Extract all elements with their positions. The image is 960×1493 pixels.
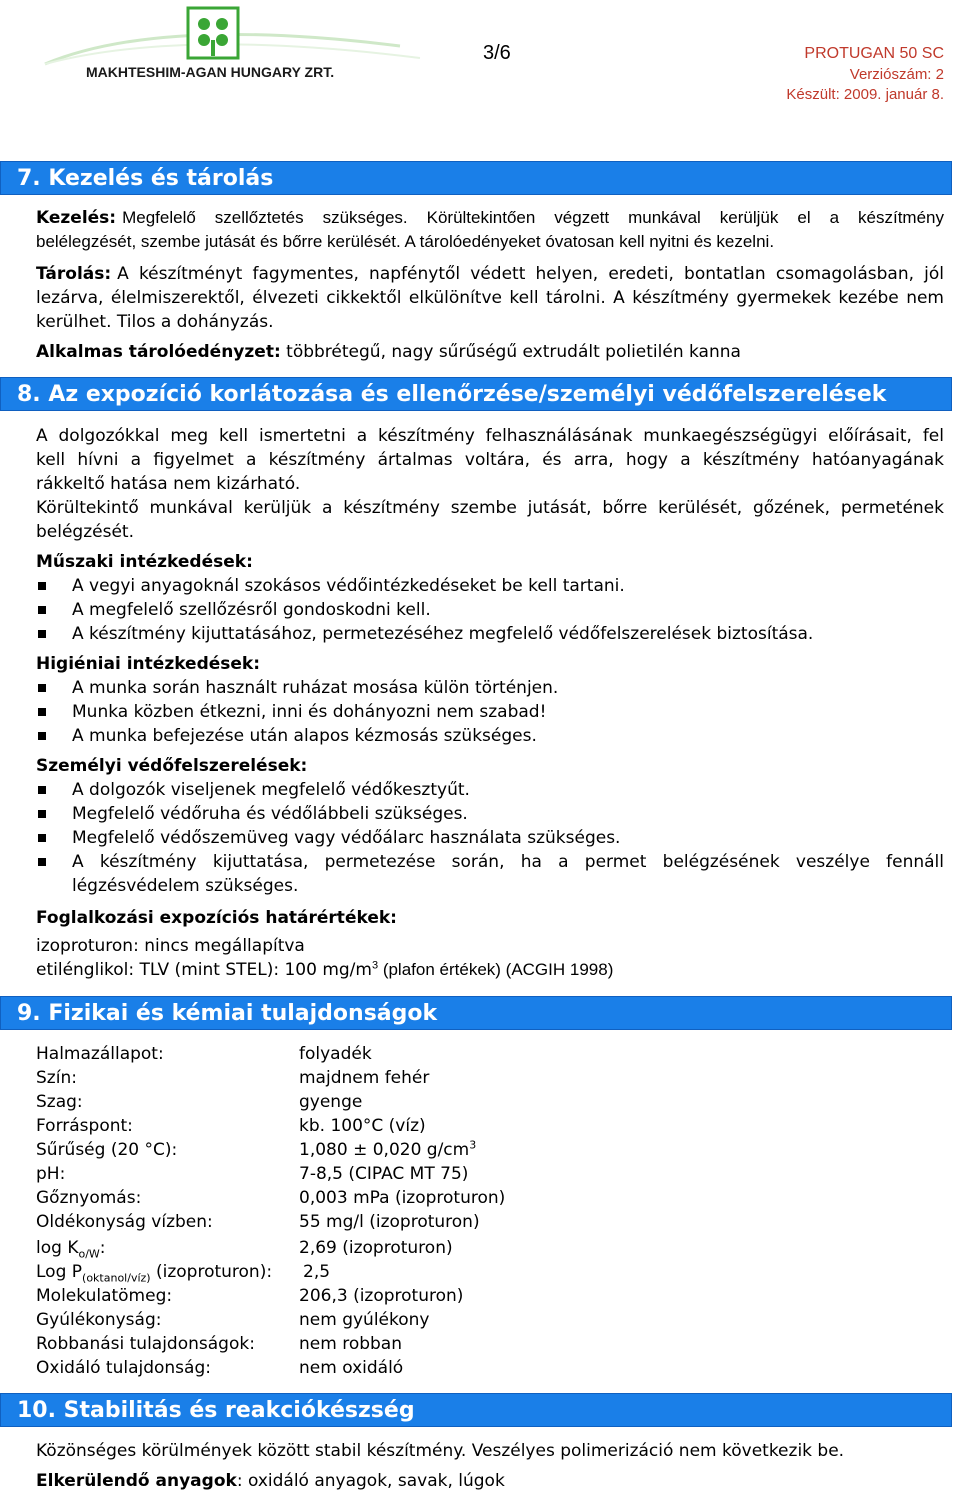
property-label: pH: — [36, 1164, 66, 1184]
property-label: Oxidáló tulajdonság: — [36, 1358, 211, 1378]
company-name: MAKHTESHIM-AGAN HUNGARY ZRT. — [86, 64, 335, 80]
storage-text-1: A készítményt fagymentes, napfénytől védett helyen, eredeti, bontatlan csomagolásban, jól — [117, 264, 944, 284]
technical-item: A megfelelő szellőzésről gondoskodni kell. — [72, 600, 431, 620]
bullet-icon — [38, 684, 46, 692]
density-value: 1,080 ± 0,020 g/cm — [299, 1140, 470, 1160]
property-label: Robbanási tulajdonságok: — [36, 1334, 255, 1354]
ethylene-glycol-text: etilénglikol: TLV (mint STEL): 100 mg/m — [36, 960, 372, 980]
company-logo — [40, 6, 440, 66]
logk-colon: : — [99, 1238, 106, 1258]
avoid-value: : oxidáló anyagok, savak, lúgok — [236, 1471, 505, 1491]
bullet-icon — [38, 834, 46, 842]
property-label: Sűrűség (20 °C): — [36, 1140, 178, 1160]
s8-paragraph-1-line-1: A dolgozókkal meg kell ismertetni a készítmény felhasználásának munkaegészségügyi előírásait, fel — [36, 426, 944, 446]
s8-paragraph-2-line-1: Körültekintő munkával kerüljük a készítmény szembe jutását, bőrre kerülését, gőzének, permetének — [36, 498, 944, 518]
bullet-icon — [38, 630, 46, 638]
logk-subscript: o/W — [78, 1247, 100, 1261]
stability-text: Közönséges körülmények között stabil készítmény. Veszélyes polimerizáció nem következik be. — [36, 1441, 845, 1461]
hygiene-measures-heading: Higiéniai intézkedések: — [36, 654, 261, 674]
bullet-icon — [38, 786, 46, 794]
storage-text-2: lezárva, élelmiszerektől, élvezeti cikkektől elkülönítve kell tárolni. A készítmény gyermekek kezébe nem — [36, 288, 944, 308]
density-superscript: 3 — [469, 1138, 477, 1152]
container-label: Alkalmas tárolóedényzet: — [36, 342, 281, 362]
property-value: gyenge — [299, 1092, 363, 1112]
property-label: Gőznyomás: — [36, 1188, 142, 1208]
handling-text-2: belélegzését, szembe jutását és bőrre kerülését. A tárolóedényeket óvatosan kell nyitni és kezelni. — [36, 232, 775, 251]
handling-text-1: Megfelelő szellőztetés szükséges. Körültekintően végzett munkával kerüljük el a készítmény — [122, 208, 944, 227]
property-value-density — [299, 1138, 476, 1162]
property-value: 0,003 mPa (izoproturon) — [299, 1188, 506, 1208]
property-value: 55 mg/l (izoproturon) — [299, 1212, 480, 1232]
container-line — [36, 340, 741, 364]
property-value: 2,5 — [303, 1262, 331, 1282]
bullet-icon — [38, 606, 46, 614]
property-label: Gyúlékonyság: — [36, 1310, 162, 1330]
storage-label: Tárolás: — [36, 264, 112, 284]
product-name: PROTUGAN 50 SC — [804, 45, 944, 62]
bullet-icon — [38, 732, 46, 740]
property-label: Molekulatömeg: — [36, 1286, 173, 1306]
technical-item: A vegyi anyagoknál szokásos védőintézkedéseket be kell tartani. — [72, 576, 625, 596]
hygiene-item: A munka befejezése után alapos kézmosás szükséges. — [72, 726, 537, 746]
property-value: 7-8,5 (CIPAC MT 75) — [299, 1164, 469, 1184]
issue-date: Készült: 2009. január 8. — [786, 86, 944, 103]
property-label-logk — [36, 1236, 106, 1260]
page-number: 3/6 — [483, 42, 511, 64]
exposure-limit-ethylene-glycol — [36, 958, 613, 982]
property-value: nem oxidáló — [299, 1358, 404, 1378]
property-value: nem gyúlékony — [299, 1310, 430, 1330]
s8-paragraph-1-line-2: kell hívni a figyelmet a készítmény ártalmas voltára, és arra, hogy a készítmény hatóanyagának — [36, 450, 944, 470]
property-label-logp — [36, 1260, 272, 1284]
bullet-icon — [38, 858, 46, 866]
ppe-item: A készítmény kijuttatása, permetezése során, ha a permet belégzésének veszélye fennáll — [72, 852, 944, 872]
property-label: Szín: — [36, 1068, 77, 1088]
storage-text-3: kerülhet. Tilos a dohányzás. — [36, 312, 274, 332]
section-9-title: 9. Fizikai és kémiai tulajdonságok — [0, 996, 952, 1030]
avoid-label: Elkerülendő anyagok — [36, 1471, 237, 1491]
section-8-title: 8. Az expozíció korlátozása és ellenőrzése/személyi védőfelszerelések — [0, 377, 952, 411]
property-value: majdnem fehér — [299, 1068, 430, 1088]
property-value: nem robban — [299, 1334, 402, 1354]
ppe-item-continued: légzésvédelem szükséges. — [72, 876, 299, 896]
cubic-superscript: 3 — [371, 959, 379, 972]
bullet-icon — [38, 708, 46, 716]
version-number: Verziószám: 2 — [849, 66, 944, 83]
property-value: folyadék — [299, 1044, 372, 1064]
property-label: Halmazállapot: — [36, 1044, 164, 1064]
materials-to-avoid — [36, 1469, 505, 1493]
bullet-icon — [38, 810, 46, 818]
property-value: kb. 100°C (víz) — [299, 1116, 426, 1136]
ppe-item: Megfelelő védőruha és védőlábbeli szükséges. — [72, 804, 468, 824]
property-label: Oldékonyság vízben: — [36, 1212, 213, 1232]
handling-line-1 — [36, 206, 944, 230]
storage-line-1 — [36, 262, 944, 286]
section-7-title: 7. Kezelés és tárolás — [0, 161, 952, 195]
property-value: 2,69 (izoproturon) — [299, 1238, 453, 1258]
hygiene-item: A munka során használt ruházat mosása külön történjen. — [72, 678, 559, 698]
property-label: Szag: — [36, 1092, 83, 1112]
section-10-title: 10. Stabilitás és reakciókészség — [0, 1393, 952, 1427]
bullet-icon — [38, 582, 46, 590]
s8-paragraph-1-line-3: rákkeltő hatása nem kizárható. — [36, 474, 301, 494]
logp-subscript: (oktanol/víz) — [82, 1271, 151, 1285]
ppe-item: Megfelelő védőszemüveg vagy védőálarc használata szükséges. — [72, 828, 621, 848]
logp-suffix: (izoproturon): — [150, 1262, 273, 1282]
property-label: Forráspont: — [36, 1116, 133, 1136]
logp-label: Log P — [36, 1262, 83, 1282]
ppe-item: A dolgozók viseljenek megfelelő védőkesztyűt. — [72, 780, 470, 800]
exposure-limits-heading: Foglalkozási expozíciós határértékek: — [36, 908, 397, 928]
exposure-limit-isoproturon: izoproturon: nincs megállapítva — [36, 936, 305, 956]
handling-label: Kezelés: — [36, 208, 117, 228]
container-value: többrétegű, nagy sűrűségű extrudált polietilén kanna — [286, 342, 741, 362]
technical-measures-heading: Műszaki intézkedések: — [36, 552, 253, 572]
s8-paragraph-2-line-2: belégzését. — [36, 522, 134, 542]
ppe-heading: Személyi védőfelszerelések: — [36, 756, 308, 776]
property-value: 206,3 (izoproturon) — [299, 1286, 464, 1306]
hygiene-item: Munka közben étkezni, inni és dohányozni nem szabad! — [72, 702, 547, 722]
technical-item: A készítmény kijuttatásához, permetezéséhez megfelelő védőfelszerelések biztosítása. — [72, 624, 814, 644]
ethylene-glycol-suffix: (plafon értékek) (ACGIH 1998) — [378, 960, 614, 979]
logk-label: log K — [36, 1238, 79, 1258]
